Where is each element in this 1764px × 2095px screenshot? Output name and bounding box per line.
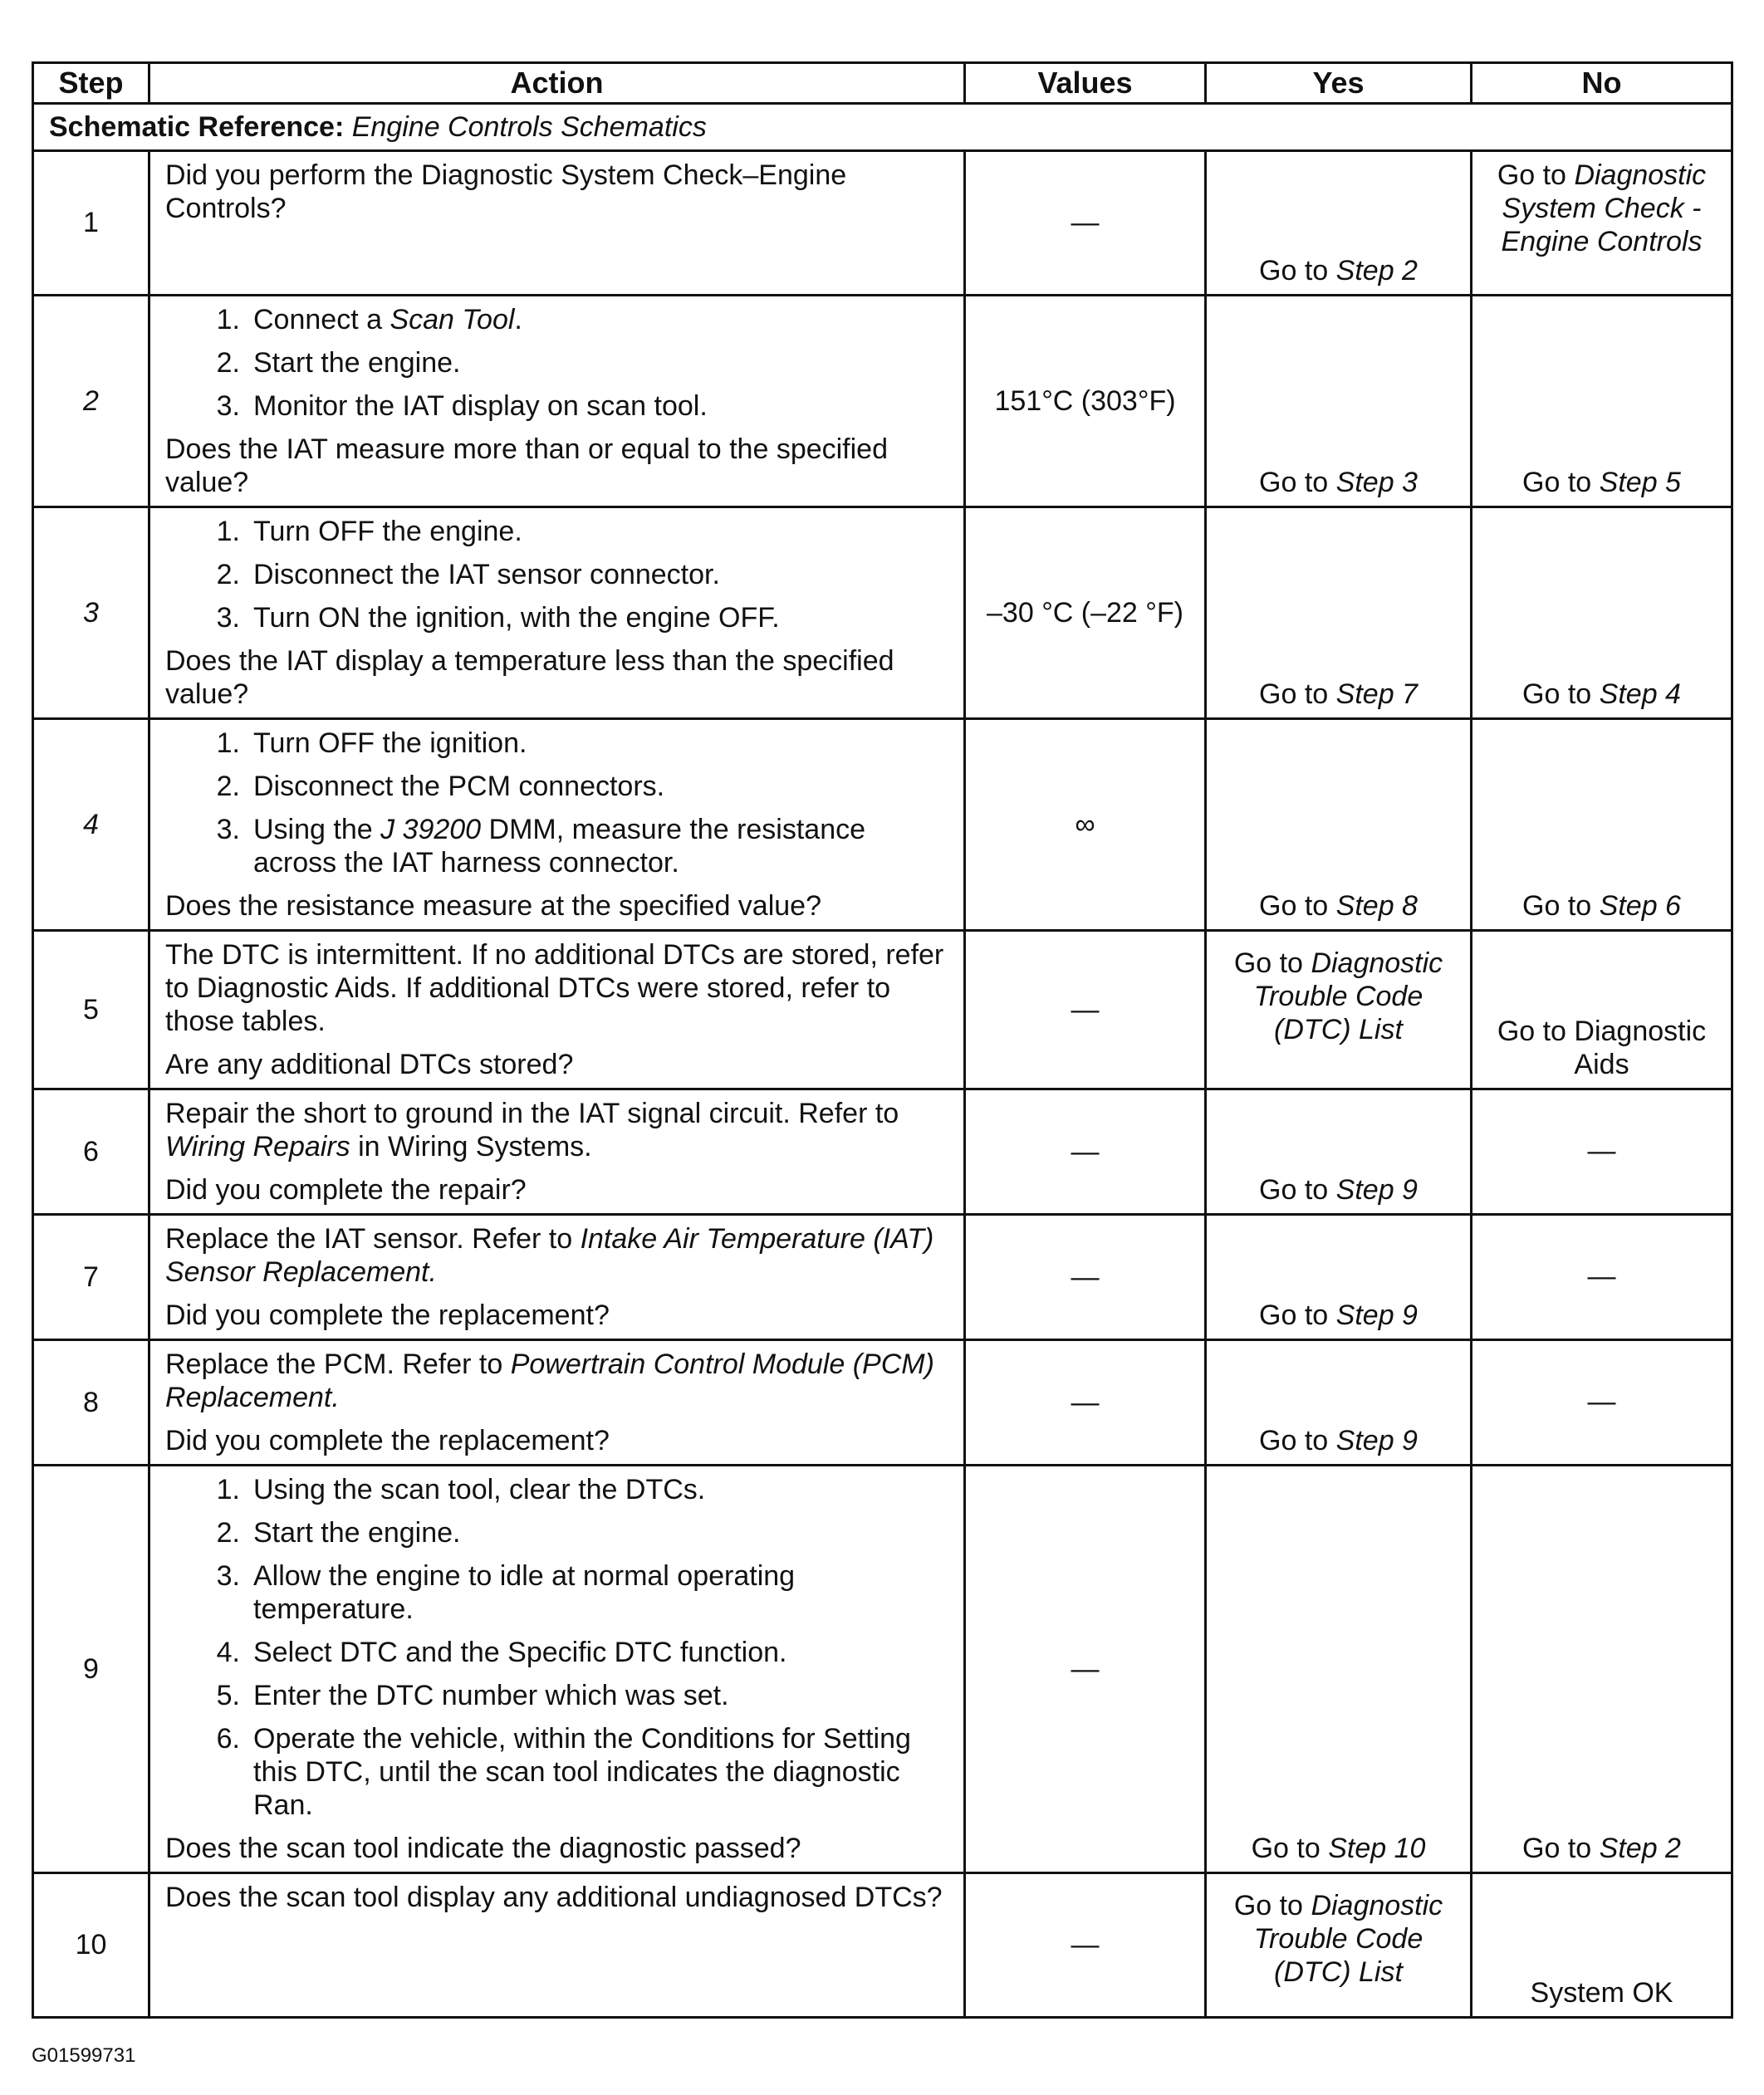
values-cell: — — [965, 1215, 1206, 1340]
header-no: No — [1472, 63, 1732, 104]
yes-target[interactable]: Step 9 — [1335, 1300, 1418, 1331]
values-cell: — — [965, 1466, 1206, 1873]
yes-target[interactable]: Step 8 — [1335, 890, 1418, 922]
no-target[interactable]: Step 5 — [1599, 467, 1681, 498]
action-question: Are any additional DTCs stored? — [165, 1049, 574, 1080]
action-cell — [149, 931, 965, 1089]
header-step: Step — [33, 63, 149, 104]
values-cell: 151°C (303°F) — [965, 296, 1206, 507]
action-question: Did you complete the replacement? — [165, 1425, 610, 1456]
header-row — [33, 63, 1732, 104]
no-cell: System OK — [1472, 1873, 1732, 2018]
values-cell: — — [965, 931, 1206, 1089]
schematic-reference-row — [33, 104, 1732, 151]
step-number: 5 — [33, 931, 149, 1089]
action-text: Repair the short to ground in the IAT signal circuit. Refer to Wiring Repairs in Wiring Systems. — [165, 1098, 899, 1163]
no-target[interactable]: Step 2 — [1599, 1833, 1681, 1864]
substep: 2. Disconnect the IAT sensor connector. — [216, 559, 720, 590]
action-text: Replace the PCM. Refer to Powertrain Control Module (PCM) Replacement. — [165, 1349, 934, 1413]
substep: 3. Using the J 39200 DMM, measure the resistance across the IAT harness connector. — [216, 814, 866, 879]
header-values: Values — [965, 63, 1206, 104]
action-cell — [149, 151, 965, 296]
step-number: 3 — [33, 507, 149, 719]
diagnostic-table — [32, 61, 1733, 2019]
yes-cell[interactable] — [1206, 719, 1472, 931]
yes-cell[interactable] — [1206, 1466, 1472, 1873]
substep: 1. Using the scan tool, clear the DTCs. — [216, 1474, 706, 1505]
no-target[interactable]: Diagnostic System Check - Engine Controls — [1501, 159, 1707, 257]
no-cell[interactable] — [1472, 1466, 1732, 1873]
action-cell — [149, 1873, 965, 2018]
table-row — [33, 1215, 1732, 1340]
yes-target[interactable]: Diagnostic Trouble Code (DTC) List — [1253, 947, 1443, 1045]
table-row — [33, 507, 1732, 719]
no-prefix: Go to — [1522, 678, 1592, 710]
table-row — [33, 1089, 1732, 1215]
substep-list — [165, 515, 952, 634]
action-text: Replace the IAT sensor. Refer to Intake Air Temperature (IAT) Sensor Replacement. — [165, 1223, 934, 1288]
yes-prefix: Go to — [1233, 947, 1303, 979]
substep: 3. Turn ON the ignition, with the engine OFF. — [216, 602, 780, 634]
yes-cell[interactable] — [1206, 1340, 1472, 1466]
substep: 2. Start the engine. — [216, 1517, 461, 1549]
no-target[interactable]: Step 4 — [1599, 678, 1681, 710]
yes-cell[interactable] — [1206, 507, 1472, 719]
values-cell: — — [965, 1873, 1206, 2018]
table-row — [33, 931, 1732, 1089]
action-question: Did you complete the replacement? — [165, 1300, 610, 1331]
no-cell[interactable] — [1472, 507, 1732, 719]
yes-cell[interactable] — [1206, 1873, 1472, 2018]
schematic-reference-label: Schematic Reference: — [49, 110, 345, 143]
action-cell — [149, 296, 965, 507]
yes-target[interactable]: Diagnostic Trouble Code (DTC) List — [1253, 1890, 1443, 1988]
action-cell — [149, 1466, 965, 1873]
no-cell: — — [1472, 1215, 1732, 1340]
yes-target[interactable]: Step 2 — [1335, 255, 1418, 286]
yes-prefix: Go to — [1259, 255, 1329, 286]
figure-code: G01599731 — [32, 2044, 136, 2067]
substep: 1. Turn OFF the ignition. — [216, 727, 527, 759]
step-number: 10 — [33, 1873, 149, 2018]
no-cell: — — [1472, 1089, 1732, 1215]
table-row — [33, 719, 1732, 931]
table-row — [33, 151, 1732, 296]
substep: 1. Connect a Scan Tool. — [216, 304, 522, 335]
no-prefix: Go to — [1522, 890, 1592, 922]
yes-prefix: Go to — [1251, 1833, 1321, 1864]
table-row — [33, 1340, 1732, 1466]
substep: 6. Operate the vehicle, within the Conditions for Setting this DTC, until the scan tool indicates the diagnostic Ran. — [216, 1723, 911, 1821]
action-question: Does the scan tool indicate the diagnostic passed? — [165, 1833, 801, 1864]
step-number: 4 — [33, 719, 149, 931]
step-number: 1 — [33, 151, 149, 296]
action-question: Does the scan tool display any additional undiagnosed DTCs? — [165, 1882, 943, 1913]
table-row — [33, 296, 1732, 507]
header-action: Action — [149, 63, 965, 104]
substep-list — [165, 1473, 952, 1822]
yes-prefix: Go to — [1259, 890, 1329, 922]
action-question: Does the resistance measure at the specified value? — [165, 890, 822, 922]
yes-prefix: Go to — [1259, 1425, 1329, 1456]
yes-target[interactable]: Step 3 — [1335, 467, 1418, 498]
no-cell[interactable] — [1472, 296, 1732, 507]
values-cell: –30 °C (–22 °F) — [965, 507, 1206, 719]
yes-cell[interactable] — [1206, 1089, 1472, 1215]
substep: 4. Select DTC and the Specific DTC function. — [216, 1637, 787, 1668]
values-cell: — — [965, 151, 1206, 296]
yes-prefix: Go to — [1259, 1300, 1329, 1331]
yes-cell[interactable] — [1206, 296, 1472, 507]
substep: 1. Turn OFF the engine. — [216, 516, 522, 547]
substep: 2. Start the engine. — [216, 347, 461, 379]
yes-prefix: Go to — [1259, 1174, 1329, 1206]
no-cell[interactable]: Go to Diagnostic Aids — [1472, 931, 1732, 1089]
no-cell[interactable] — [1472, 719, 1732, 931]
substep: 3. Monitor the IAT display on scan tool. — [216, 390, 708, 422]
substep: 3. Allow the engine to idle at normal operating temperature. — [216, 1560, 796, 1625]
no-target[interactable]: Step 6 — [1599, 890, 1681, 922]
action-cell — [149, 1089, 965, 1215]
no-prefix: Go to — [1497, 159, 1566, 191]
step-number: 7 — [33, 1215, 149, 1340]
yes-target[interactable]: Step 9 — [1335, 1425, 1418, 1456]
step-number: 9 — [33, 1466, 149, 1873]
yes-cell[interactable] — [1206, 1215, 1472, 1340]
table-row — [33, 1873, 1732, 2018]
header-yes: Yes — [1206, 63, 1472, 104]
action-question: Did you perform the Diagnostic System Check–Engine Controls? — [165, 159, 847, 224]
values-cell: — — [965, 1340, 1206, 1466]
yes-cell[interactable] — [1206, 931, 1472, 1089]
substep-list — [165, 303, 952, 423]
action-text: The DTC is intermittent. If no additional DTCs are stored, refer to Diagnostic Aids. If additional DTCs were stored, refer to those tables. — [165, 939, 944, 1037]
step-number: 8 — [33, 1340, 149, 1466]
no-prefix: Go to — [1522, 1833, 1592, 1864]
action-question: Does the IAT display a temperature less than the specified value? — [165, 645, 894, 710]
action-cell — [149, 507, 965, 719]
substep: 5. Enter the DTC number which was set. — [216, 1680, 729, 1711]
step-number: 6 — [33, 1089, 149, 1215]
table-row — [33, 1466, 1732, 1873]
yes-prefix: Go to — [1233, 1890, 1303, 1921]
yes-target[interactable]: Step 7 — [1335, 678, 1418, 710]
no-prefix: Go to — [1522, 467, 1592, 498]
action-question: Did you complete the repair? — [165, 1174, 527, 1206]
action-cell — [149, 1215, 965, 1340]
no-cell[interactable] — [1472, 151, 1732, 296]
yes-target[interactable]: Step 10 — [1328, 1833, 1426, 1864]
substep: 2. Disconnect the PCM connectors. — [216, 771, 665, 802]
yes-prefix: Go to — [1259, 678, 1329, 710]
substep-list — [165, 727, 952, 879]
schematic-reference-link[interactable]: Engine Controls Schematics — [351, 110, 707, 143]
yes-target[interactable]: Step 9 — [1335, 1174, 1418, 1206]
action-question: Does the IAT measure more than or equal to the specified value? — [165, 433, 889, 498]
values-cell: — — [965, 1089, 1206, 1215]
yes-prefix: Go to — [1259, 467, 1329, 498]
step-number: 2 — [33, 296, 149, 507]
action-cell — [149, 1340, 965, 1466]
action-cell — [149, 719, 965, 931]
no-cell: — — [1472, 1340, 1732, 1466]
values-cell: ∞ — [965, 719, 1206, 931]
yes-cell[interactable] — [1206, 151, 1472, 296]
